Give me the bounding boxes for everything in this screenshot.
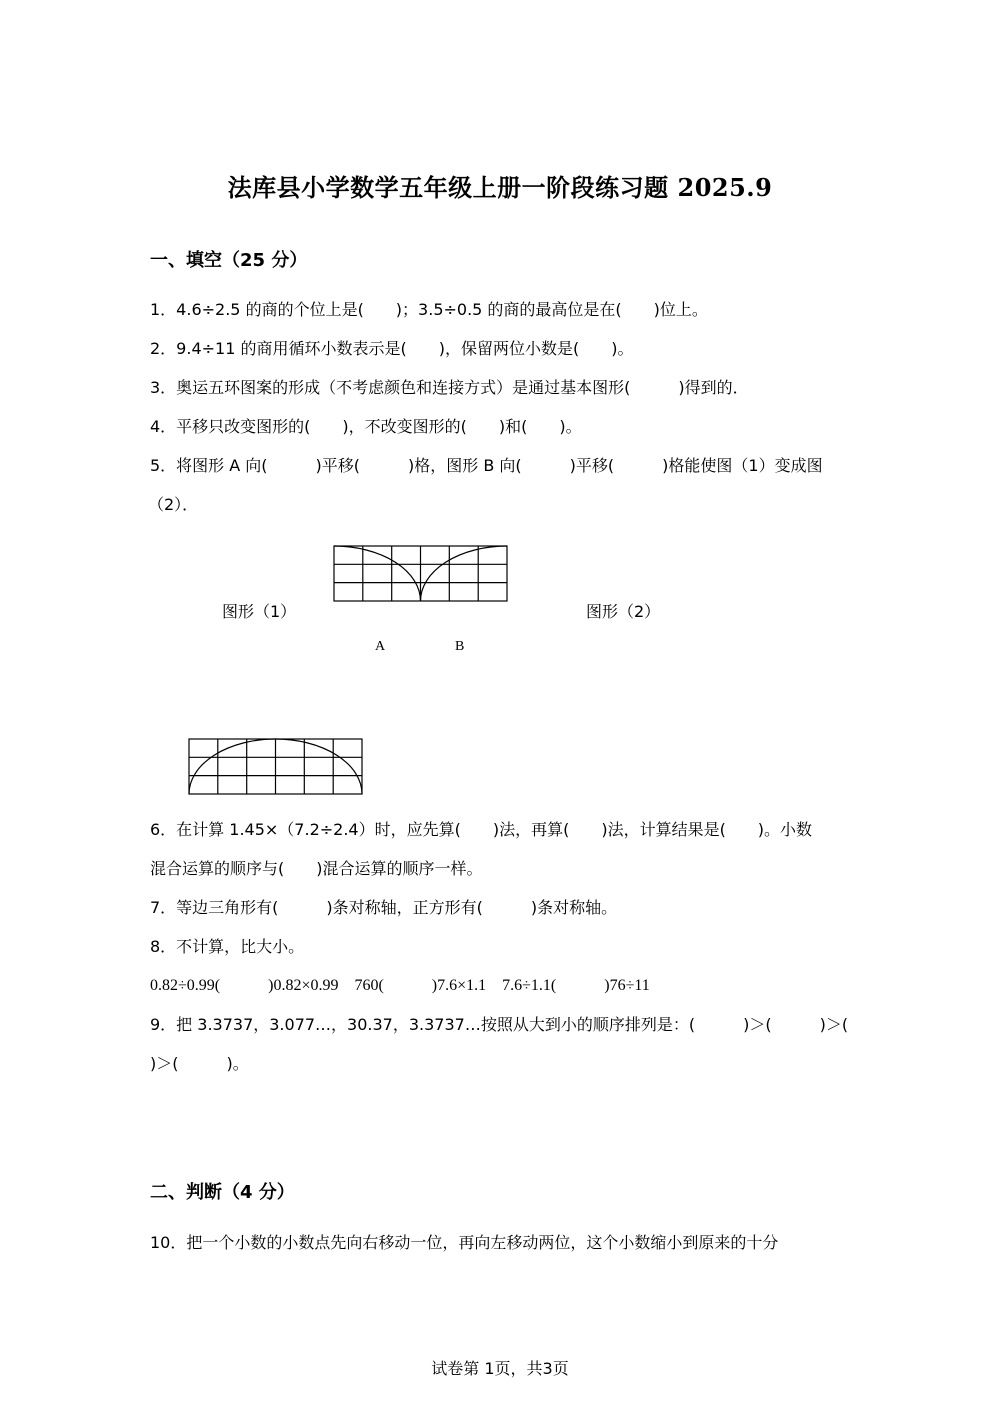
figure-label-b: B [455, 639, 465, 654]
question-6-line-2: 混合运算的顺序与( )混合运算的顺序一样。 [150, 859, 483, 878]
figure-1-label: 图形（1） [222, 602, 297, 621]
question-2: 2．9.4÷11 的商用循环小数表示是( )，保留两位小数是( )。 [150, 339, 634, 358]
page-title: 法库县小学数学五年级上册一阶段练习题 2025.9 [227, 173, 773, 202]
question-8-items: 0.82÷0.99( )0.82×0.99 760( )7.6×1.1 7.6÷1.1( )76÷11 [150, 977, 650, 994]
question-9-line-1: 9．把 3.3737，3.077…，30.37，3.3737…按照从大到小的顺序排列是：( )＞( )＞( [150, 1015, 849, 1034]
figure-2-grid [186, 735, 366, 799]
question-8: 8．不计算，比大小。 [150, 937, 305, 956]
question-6-line-1: 6．在计算 1.45×（7.2÷2.4）时，应先算( )法，再算( )法，计算结果是( )。小数 [150, 820, 813, 839]
section-heading-fill-blank: 一、填空（25 分） [150, 250, 308, 271]
question-3: 3．奥运五环图案的形成（不考虑颜色和连接方式）是通过基本图形( )得到的． [150, 378, 749, 397]
figure-2-label: 图形（2） [586, 602, 661, 621]
question-10: 10．把一个小数的小数点先向右移动一位，再向左移动两位，这个小数缩小到原来的十分 [150, 1233, 779, 1252]
figure-label-a: A [375, 639, 386, 654]
question-1: 1．4.6÷2.5 的商的个位上是( )；3.5÷0.5 的商的最高位是在( )位上。 [150, 300, 708, 319]
question-5-line-1: 5．将图形 A 向( )平移( )格，图形 B 向( )平移( )格能使图（1）变成图 [150, 456, 823, 475]
figure-1-grid [330, 542, 512, 606]
section-heading-judgement: 二、判断（4 分） [150, 1182, 295, 1203]
question-4: 4．平移只改变图形的( )，不改变图形的( )和( )。 [150, 417, 582, 436]
question-9-line-2: )＞( )。 [150, 1054, 249, 1073]
question-5-line-2: （2）． [148, 495, 199, 514]
page-footer: 试卷第 1页，共3页 [431, 1359, 569, 1378]
question-7: 7．等边三角形有( )条对称轴，正方形有( )条对称轴。 [150, 898, 618, 917]
